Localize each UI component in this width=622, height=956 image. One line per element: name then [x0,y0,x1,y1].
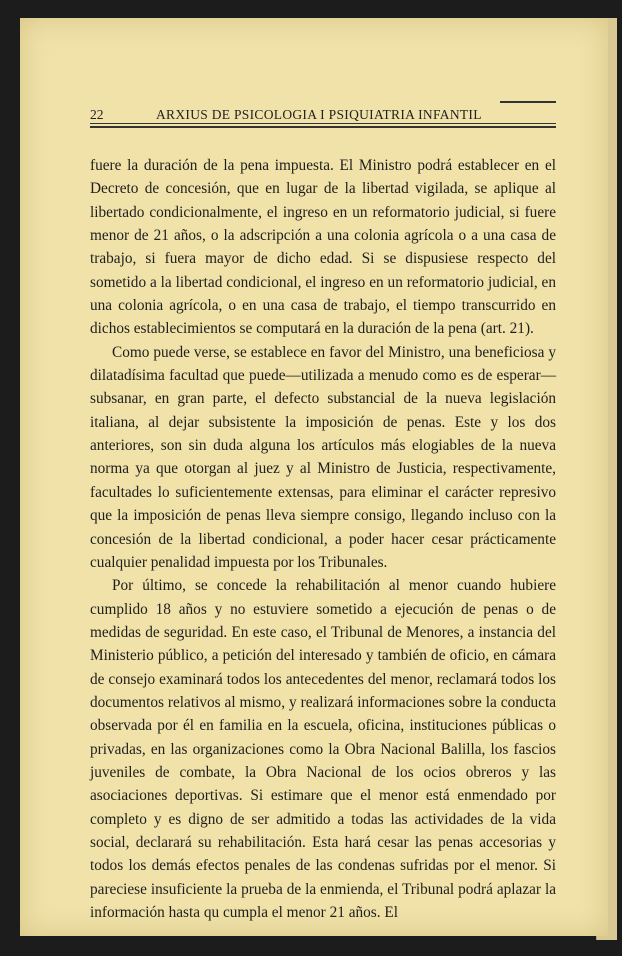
running-header [90,107,556,123]
page-number: 22 [90,107,104,122]
running-title: ARXIUS DE PSICOLOGIA I PSIQUIATRIA INFANTIL [156,107,482,122]
header-rule-top [500,101,556,103]
paragraph-continued: fuere la duración de la pena impuesta. El Ministro podrá establecer en el Decreto de concesión, que en lugar de la libertad vigilada, se aplique al libertado condicionalmente, el ingreso en un reformatorio judicial, si fuere menor de 21 años, o la adscripción a una colonia agrícola o a una casa de trabajo, si fuera mayor de dicho edad. Si se dispusiese respecto del sometido a la libertad condicional, el ingreso en un reformatorio judicial, en una colonia agrícola, o en una casa de trabajo, el tiempo transcurrido en dichos establecimientos se computará en la duración de la pena (art. 21). [90,157,556,338]
header-rule-lower [90,126,556,128]
paragraph-ministro: Como puede verse, se establece en favor del Ministro, una beneficiosa y dilatadísima facultad que puede—utilizada a menudo como es de esperar—subsanar, en gran parte, el defecto substancial de la nueva legislación italiana, al dejar subsistente la imposición de penas. Este y los dos anteriores, son sin duda alguna los artículos más elogiables de la nueva norma ya que otorgan al juez y al Ministro de Justicia, respectivamente, facultades lo suficientemente extensas, para eliminar el carácter represivo que la imposición de penas lleva siempre consigo, llegando incluso con la concesión de la libertad condicional, a poder hacer cesar prácticamente cualquier penalidad impuesta por los Tribunales. [90,343,556,571]
paragraph-rehabilitacion: Por último, se concede la rehabilitación al menor cuando hubiere cumplido 18 años y no estuviere sometido a ejecución de penas o de medidas de seguridad. En este caso, el Tribunal de Menores, a instancia del Ministerio público, a petición del interesado y también de oficio, en cámara de consejo examinará todos los antecedentes del menor, reclamará todos los documentos relativos al mismo, y realizará informaciones sobre la conducta observada por él en familia en la escuela, oficina, instituciones públicas o privadas, en las organizaciones como la Obra Nacional Balilla, los fascios juveniles de combate, la Obra Nacional de los ocios obreros y las asociaciones deportivas. Si estimare que el menor está enmendado por completo y es digno de ser admitido a todas las actividades de la vida social, declarará su rehabilitación. Esta hará cesar las penas accesorias y todos los demás efectos penales de las condenas sufridas por el menor. Si pareciese insuficiente la prueba de la enmienda, el Tribunal podrá aplazar la información hasta qu cumpla el menor 21 años. El [90,577,556,921]
body-text [90,154,556,924]
header-rule-upper [90,123,556,124]
